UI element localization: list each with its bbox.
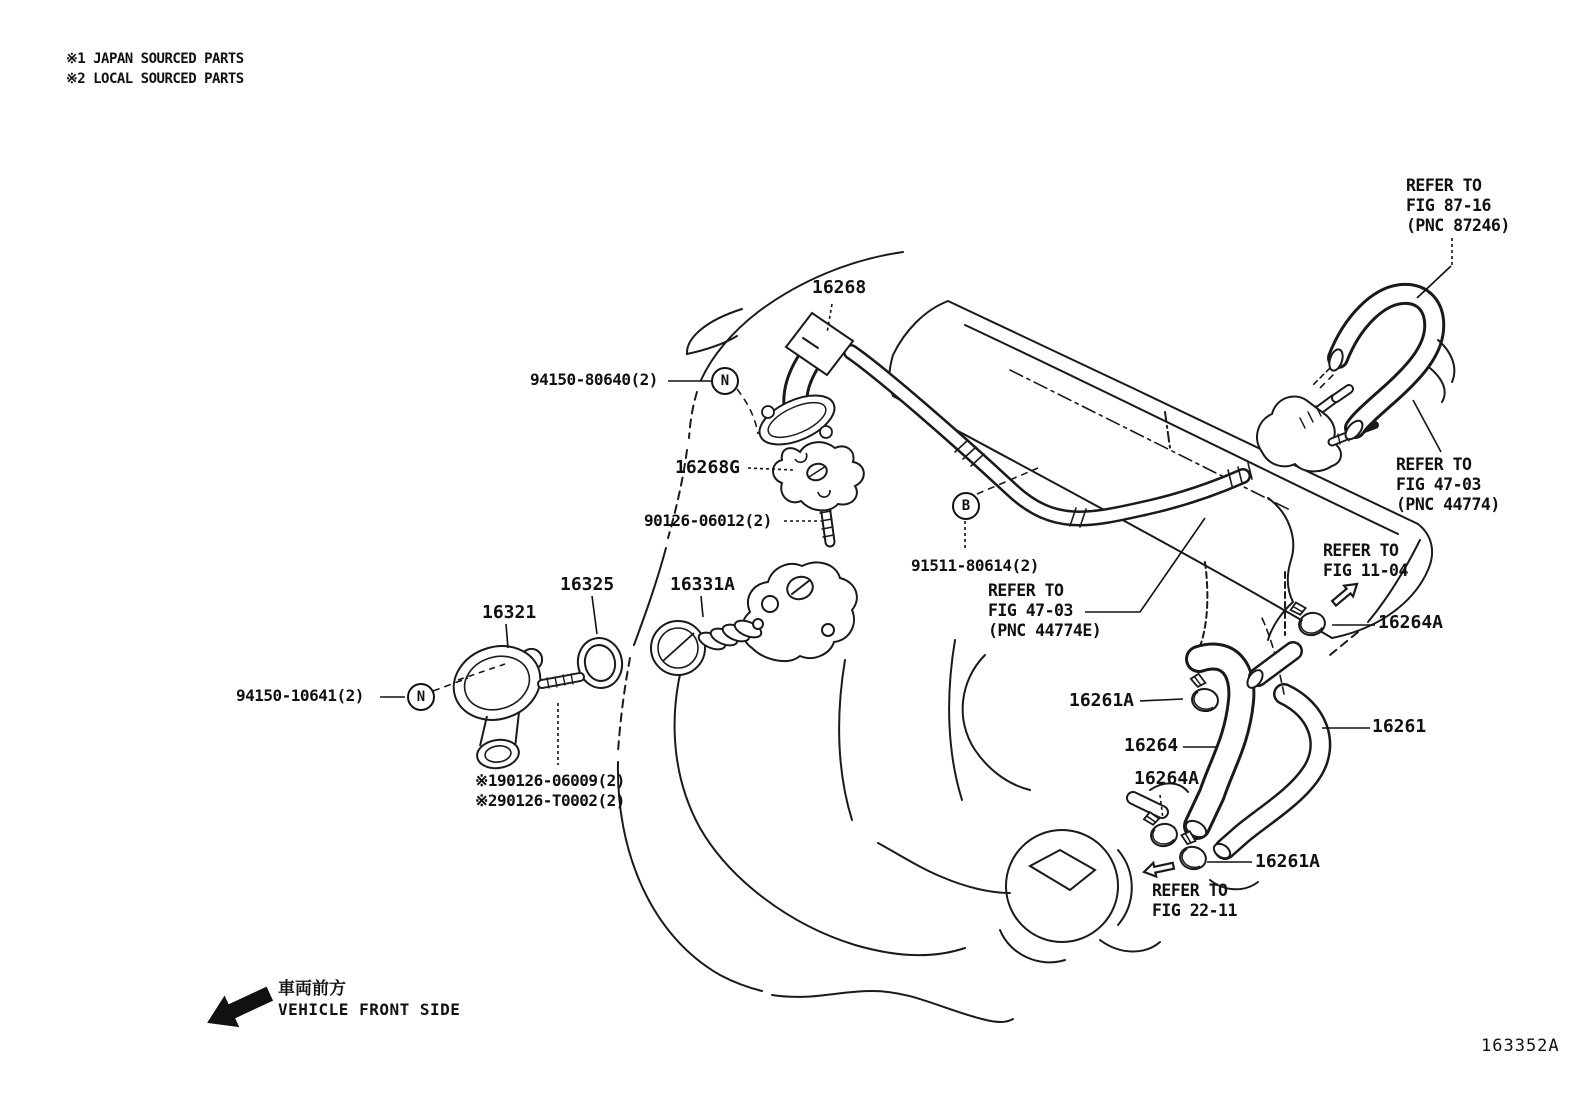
reference-line: FIG 87-16	[1406, 196, 1491, 215]
thermostat-16331a	[651, 617, 764, 675]
reference-line: (PNC 87246)	[1406, 216, 1510, 235]
reference-line: FIG 11-04	[1323, 561, 1408, 580]
part-label-16261a-upper: 16261A	[1069, 690, 1135, 711]
figure-code: 163352A	[1481, 1036, 1560, 1056]
part-label-16325: 16325	[560, 574, 615, 595]
reference-fig-47-03-44774	[1396, 455, 1500, 515]
reference-line: REFER TO	[1152, 881, 1228, 900]
part-label-94150-10641: 94150-10641(2)	[236, 686, 364, 705]
connector-symbol-n1: N	[711, 367, 739, 395]
reference-line: REFER TO	[1406, 176, 1482, 195]
reference-fig-47-03-44774e	[988, 581, 1101, 641]
reference-line: (PNC 44774E)	[988, 621, 1102, 640]
note-japan-sourced: ※1 JAPAN SOURCED PARTS	[66, 51, 244, 67]
reference-line: REFER TO	[988, 581, 1064, 600]
reference-line: (PNC 44774)	[1396, 495, 1500, 514]
reference-line: FIG 22-11	[1152, 901, 1237, 920]
vehicle-front-label-en: VEHICLE FRONT SIDE	[278, 1000, 461, 1019]
refer-fig-11-04-arrow-icon	[1330, 579, 1362, 609]
note-local-sourced: ※2 LOCAL SOURCED PARTS	[66, 71, 244, 87]
connector-symbol-n2: N	[407, 683, 435, 711]
bracket-16268g	[773, 442, 864, 510]
leader-lines	[380, 238, 1452, 862]
part-label-16264a-lower: 16264A	[1134, 768, 1200, 789]
vehicle-front-label-jp: 車両前方	[278, 979, 346, 999]
part-label-91511-80614: 91511-80614(2)	[911, 556, 1039, 575]
vehicle-front-arrow-icon	[202, 980, 275, 1036]
part-label-16268g: 16268G	[675, 457, 741, 478]
part-label-16261: 16261	[1372, 716, 1427, 737]
part-label-90126-t0002: ※290126-T0002(2)	[475, 791, 625, 810]
connector-symbol-b1: B	[952, 492, 980, 520]
part-label-94150-80640: 94150-80640(2)	[530, 370, 658, 389]
reference-fig-22-11	[1152, 881, 1237, 921]
part-label-90126-06012: 90126-06012(2)	[644, 511, 772, 530]
part-label-16268: 16268	[812, 277, 867, 298]
part-label-16331a: 16331A	[670, 574, 736, 595]
reference-fig-11-04	[1323, 541, 1408, 581]
part-label-16321: 16321	[482, 602, 537, 623]
part-label-16264a-upper: 16264A	[1378, 612, 1444, 633]
part-label-16261a-lower: 16261A	[1255, 851, 1321, 872]
reference-fig-87-16	[1406, 176, 1510, 236]
water-inlet-16321	[444, 635, 550, 771]
reference-line: FIG 47-03	[988, 601, 1073, 620]
part-label-90126-06009: ※190126-06009(2)	[475, 771, 625, 790]
heater-u-hose	[1312, 294, 1454, 442]
refer-fig-22-11-arrow-icon	[1143, 859, 1175, 879]
gasket-16325	[574, 635, 626, 692]
reference-line: REFER TO	[1396, 455, 1472, 474]
reference-line: FIG 47-03	[1396, 475, 1481, 494]
reference-line: REFER TO	[1323, 541, 1399, 560]
part-label-16264: 16264	[1124, 735, 1179, 756]
